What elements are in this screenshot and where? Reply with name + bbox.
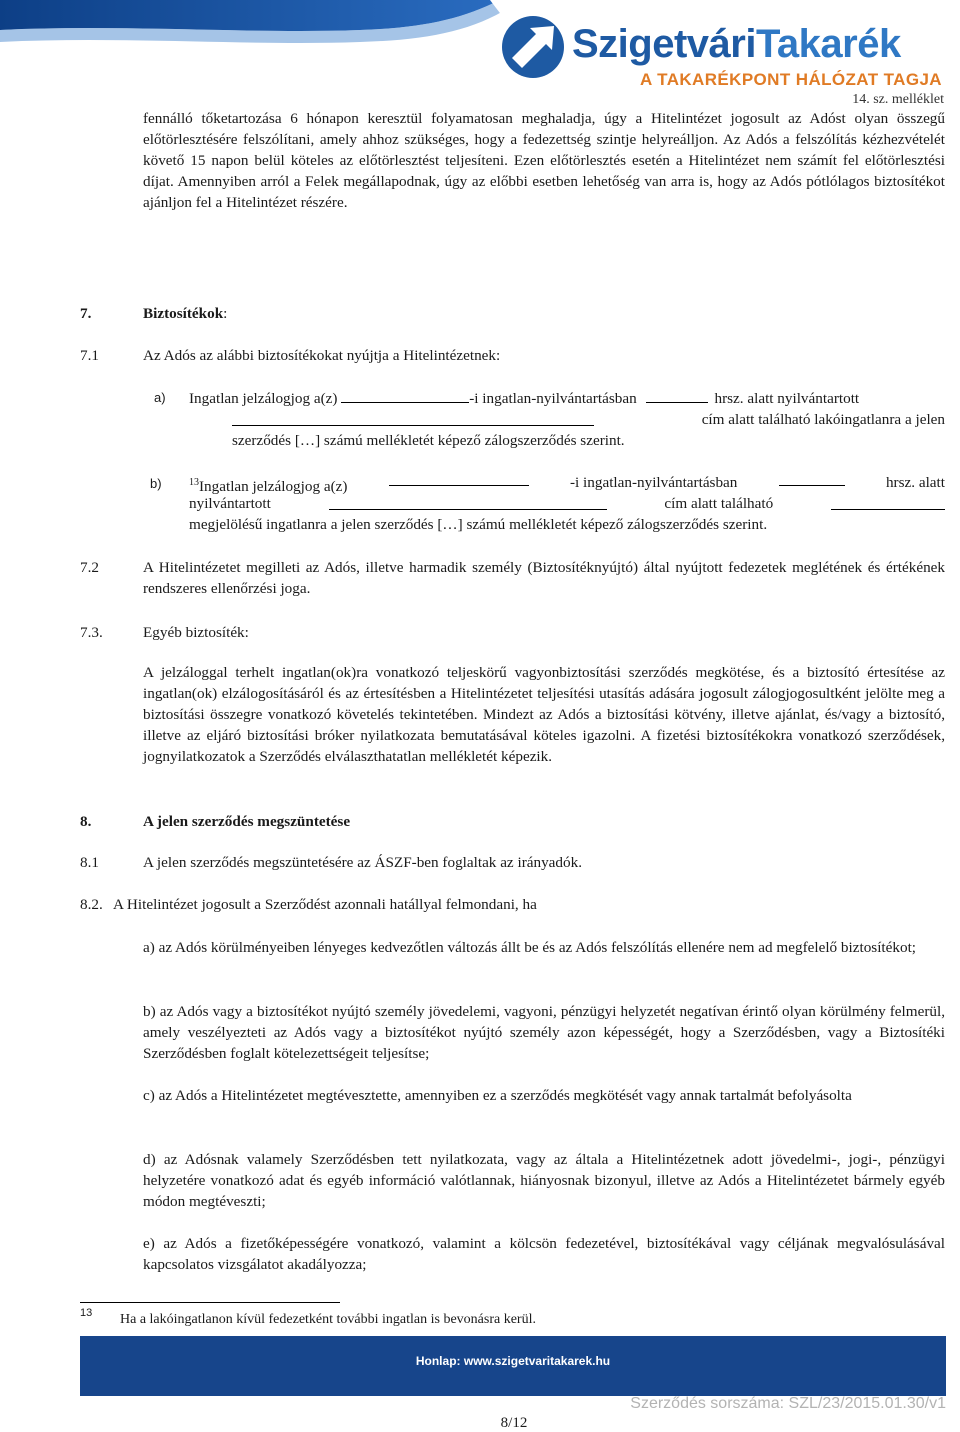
item-b-line-2-mid: cím alatt található [664,495,774,512]
arrow-logo-icon [500,14,566,80]
item-a-text-mid: -i ingatlan-nyilvántartásban [469,390,637,407]
section-7-1-number: 7.1 [80,347,99,364]
item-a-line-2 [232,409,945,430]
item-a-line-1 [189,388,945,409]
list-item: c) az Adós a Hitelintézetet megtévesztette, amennyiben ez a szerződés megkötését vagy annak tartalmát befolyásolta [143,1087,852,1104]
parcel-number-blank-b [779,472,845,486]
section-8-title: A jelen szerződés megszüntetése [143,813,351,830]
list-item: d) az Adósnak valamely Szerződésben tett nyilatkozata, vagy az általa a Hitelintézetnek adott jövedelmi-, jogi-, pénzügyi helyzetére vonatkozó adat és egyéb információ valótlannak, hiányosnak bizonyul, illetve az Adós a Hitelintézetet bármely egyéb módon megtéveszti; [143,1151,945,1210]
intro-paragraph: fennálló tőketartozása 6 hónapon keresztül folyamatosan meghaladja, úgy a Hitelintézet jogosult az Adóst olyan összegű előtörlesztésére felszólítani, amely ahhoz szükséges, hogy a fedezettség szintje helyreálljon. Az Adós a felszólítás kézhezvételét követő 15 napon belül köteles az előtörlesztést teljesíteni. Ezen előtörlesztés esetén a Hitelintézet nem számít fel előtörlesztési díjat. Amennyiben arról a Felek megállapodnak, úgy az előbbi esetben lehetőség van arra is, hogy az Adós pótlólagos biztosítékot ajánljon fel a Hitelintézet részére. [143,110,945,211]
section-7-number: 7. [80,305,92,322]
section-7-heading [143,303,227,324]
footnote-number: 13 [80,1307,93,1319]
section-7-title: Biztosítékok [143,305,224,322]
footnote-separator [80,1302,340,1303]
page-number: 8/12 [500,1415,528,1431]
section-7-2-number: 7.2 [80,559,99,576]
item-b-text-end: hrsz. alatt [885,474,945,491]
contract-number: Szerződés sorszáma: SZL/23/2015.01.30/v1 [630,1395,946,1412]
item-a-line-3: szerződés […] számú mellékletét képező zálogszerződés szerint. [232,432,625,449]
brand-name [572,22,901,67]
section-8-2-text: A Hitelintézet jogosult a Szerződést azonnali hatállyal felmondani, ha [113,896,537,913]
section-7-2-text: A Hitelintézetet megilleti az Adós, illetve harmadik személy (Biztosítéknyújtó) által nyújtott fedezetek meglétének és értékének rendszeres ellenőrzési joga. [143,559,945,597]
designation-blank-b [831,496,945,510]
section-8-2-number: 8.2. [80,896,103,913]
section-7-3-text: A jelzáloggal terhelt ingatlan(ok)ra vonatkozó teljeskörű vagyonbiztosítási szerződés megkötése, és a biztosító értesítése az ingatlan(ok) elzálogosításáról és az értesítésben a Hitelintézetet teljesítési utasítás adására jogosult zálogjogosultként jelölte meg a biztosítási összegre vonatkozó követelés tekintetében. Mindezt az Adós a biztosítási kötvény, illetve ajánlat, és/vagy a biztosító, illetve az eljáró biztosítási bróker nyilatkozata bemutatásával köteles igazolni. A fizetési biztosítékokra vonatkozó szerződések, jognyilatkozatok a Szerződés elválaszthatatlan mellékletét képezik. [143,664,945,765]
brand-logo [500,8,960,92]
brand-tagline: A TAKARÉKPONT HÁLÓZAT TAGJA [640,70,942,89]
section-8-1-text: A jelen szerződés megszüntetésére az ÁSZF-ben foglaltak az irányadók. [143,854,582,871]
item-a-text-end: hrsz. alatt nyilvántartott [714,390,860,407]
footnote-13-ref: 13 [189,477,199,488]
county-blank-b [389,472,529,486]
letterhead [0,0,960,92]
annex-label: 14. sz. melléklet [852,92,944,107]
item-b-line-3: megjelölésű ingatlanra a jelen szerződés […] számú mellékletét képező zálogszerződés szerint. [189,516,768,533]
item-b-line-2 [189,493,945,514]
item-a-text-start: Ingatlan jelzálogjog a(z) [189,390,338,407]
section-7-3-number: 7.3. [80,624,103,641]
list-item: e) az Adós a fizetőképességére vonatkozó, valamint a kölcsön fedezetével, biztosítékával vagy céljának megvalósulásával kapcsolatos vizsgálatot akadályozza; [143,1235,945,1273]
item-b-label: b) [150,476,162,491]
parcel-number-blank [646,389,708,403]
section-7-colon: : [223,305,228,322]
brand-name-part1: Szigetvári [572,22,756,66]
list-item: b) az Adós vagy a biztosítékot nyújtó személy jövedelemi, vagyoni, pénzügyi helyzetét negatívan érintő olyan körülmény felmerül, amely veszélyezteti az Adós vagy a biztosítékot nyújtó személy azon képességét, hogy a Szerződésben, vagy a Biztosítéki Szerződésben foglalt kötelezettségeit teljesítse; [143,1003,945,1062]
item-a-line-2-text: cím alatt található lakóingatlanra a jelen [701,411,945,428]
section-7-1-text: Az Adós az alábbi biztosítékokat nyújtja a Hitelintézetnek: [143,347,501,364]
item-b-line-2-start: nyilvántartott [189,495,271,512]
section-7-3-title: Egyéb biztosíték: [143,624,249,641]
section-8-1-number: 8.1 [80,854,99,871]
brand-name-part2: Takarék [755,22,901,66]
item-b-text-mid: -i ingatlan-nyilvántartásban [569,474,738,491]
list-item: a) az Adós körülményeiben lényeges kedvezőtlen változás állt be és az Adós felszólítás ellenére nem ad megfelelő biztosítékot; [143,939,917,956]
address-blank [232,412,594,426]
footer-website-link[interactable]: Honlap: www.szigetvaritakarek.hu [415,1354,611,1368]
item-b-text-start: Ingatlan jelzálogjog a(z) [199,478,348,496]
section-8-number: 8. [80,813,92,830]
footnote-text: Ha a lakóingatlanon kívül fedezetként további ingatlan is bevonásra kerül. [120,1312,536,1327]
item-a-label: a) [154,390,166,405]
address-blank-b [329,496,607,510]
county-blank [341,389,469,403]
footer-band [80,1336,946,1396]
